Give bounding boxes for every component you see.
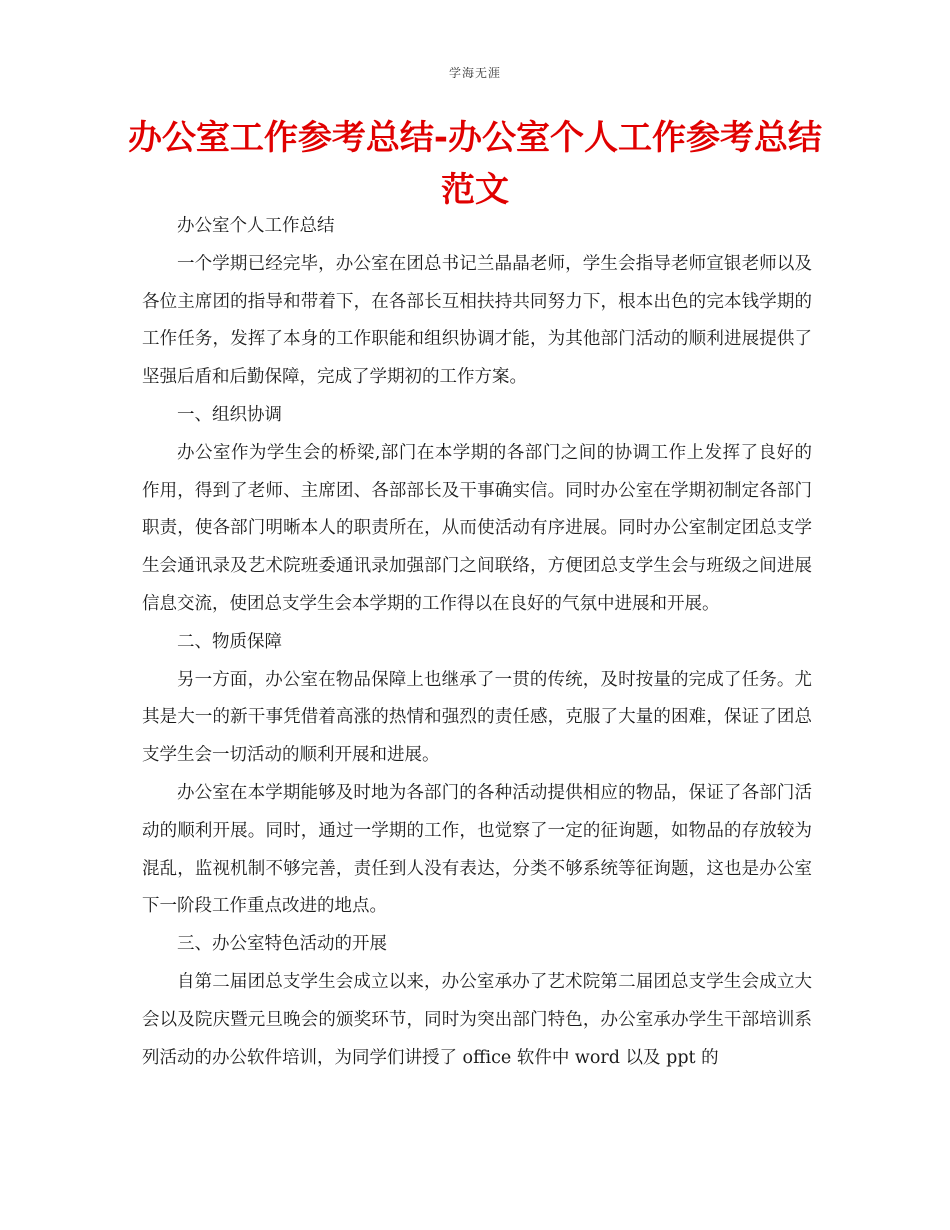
document-title: 办公室工作参考总结-办公室个人工作参考总结范文: [127, 118, 823, 210]
section-heading: 三、办公室特色活动的开展: [177, 934, 387, 955]
page-header: 学海无涯: [448, 66, 501, 80]
section-heading: 二、物质保障: [177, 631, 282, 652]
paragraph: 办公室个人工作总结: [177, 216, 335, 236]
paragraph: 自第二届团总支学生会成立以来，办公室承办了艺术院第二届团总支学生会成立大会以及院庆暨元旦晚会的颁奖环节，同时为突出部门特色，办公室承办学生干部培训系列活动的办公软件培训，为同学们讲授了 office 软件中 word 以及 ppt 的: [142, 971, 812, 1068]
paragraph: 办公室作为学生会的桥梁,部门在本学期的各部门之间的协调工作上发挥了良好的作用，得到了老师、主席团、各部部长及干事确实信。同时办公室在学期初制定各部门职责，使各部门明晰本人的职责所在，从而使活动有序进展。同时办公室制定团总支学生会通讯录及艺术院班委通讯录加强部门之间联络，方便团总支学生会与班级之间进展信息交流，使团总支学生会本学期的工作得以在良好的气氛中进展和开展。: [142, 442, 812, 614]
paragraph: 另一方面，办公室在物品保障上也继承了一贯的传统，及时按量的完成了任务。尤其是大一的新干事凭借着高涨的热情和强烈的责任感，克服了大量的困难，保证了团总支学生会一切活动的顺利开展和进展。: [142, 669, 812, 766]
document-body: [142, 208, 812, 1077]
section-heading: 一、组织协调: [177, 404, 282, 425]
paragraph: 一个学期已经完毕，办公室在团总书记兰晶晶老师，学生会指导老师宣银老师以及各位主席团的指导和带着下，在各部长互相扶持共同努力下，根本出色的完本钱学期的工作任务，发挥了本身的工作职能和组织协调才能，为其他部门活动的顺利进展提供了坚强后盾和后勤保障，完成了学期初的工作方案。: [142, 253, 812, 388]
paragraph: 办公室在本学期能够及时地为各部门的各种活动提供相应的物品，保证了各部门活动的顺利开展。同时，通过一学期的工作，也觉察了一定的征询题，如物品的存放较为混乱，监视机制不够完善，责任到人没有表达，分类不够系统等征询题，这也是办公室下一阶段工作重点改进的地点。: [142, 782, 812, 917]
